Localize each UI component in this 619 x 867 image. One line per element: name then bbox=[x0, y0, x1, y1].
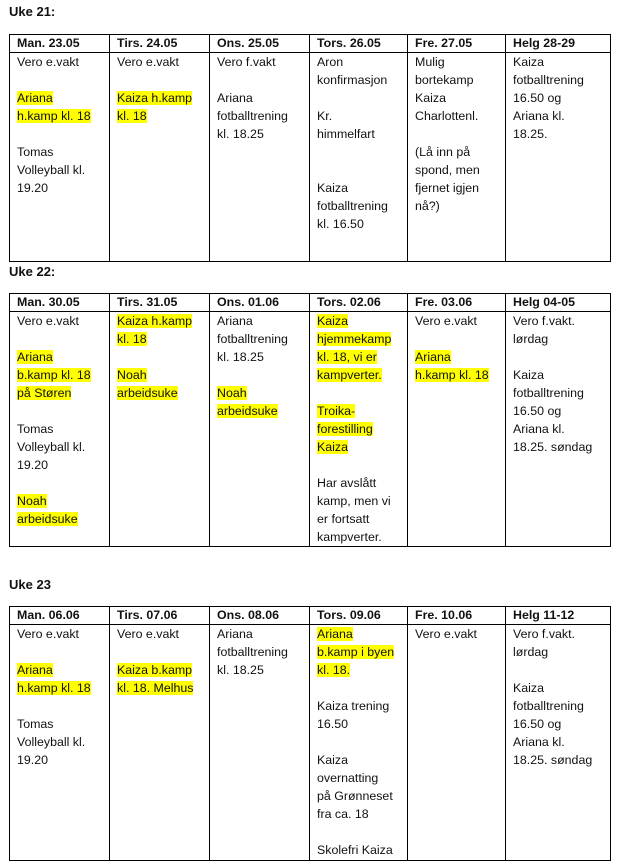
highlighted-entry-line bbox=[117, 366, 209, 384]
entry-line bbox=[117, 71, 209, 89]
entry-line bbox=[317, 751, 407, 769]
entry-text: Kr. bbox=[317, 109, 333, 123]
entry-text: fotballtrening bbox=[217, 645, 288, 659]
entry-text: h.kamp kl. 18 bbox=[415, 368, 489, 382]
day-header: Tors. 26.05 bbox=[310, 35, 408, 53]
entry-line bbox=[513, 643, 610, 661]
entry-text: 18.25. søndag bbox=[513, 753, 593, 767]
entry-line bbox=[415, 312, 505, 330]
entry-line bbox=[17, 420, 109, 438]
entry-line bbox=[17, 625, 109, 643]
entry-line bbox=[17, 330, 109, 348]
entry-line bbox=[17, 161, 109, 179]
entry-line bbox=[217, 366, 309, 384]
entry-line bbox=[317, 143, 407, 161]
entry-line bbox=[217, 348, 309, 366]
entry-line bbox=[17, 53, 109, 71]
day-header: Fre. 27.05 bbox=[408, 35, 506, 53]
highlighted-entry-line bbox=[317, 438, 407, 456]
entry-text: Troika- bbox=[317, 404, 356, 418]
entry-text: Vero f.vakt. bbox=[513, 627, 575, 641]
entry-line bbox=[317, 71, 407, 89]
day-cell bbox=[10, 312, 110, 547]
day-header: Fre. 03.06 bbox=[408, 294, 506, 312]
week-title-22: Uke 22: bbox=[9, 264, 56, 279]
entry-line bbox=[17, 438, 109, 456]
entry-line bbox=[217, 330, 309, 348]
highlighted-entry-line bbox=[317, 348, 407, 366]
entry-line bbox=[513, 53, 610, 71]
highlighted-entry-line bbox=[317, 330, 407, 348]
entry-line bbox=[513, 71, 610, 89]
entry-line bbox=[317, 841, 407, 859]
entry-line bbox=[317, 733, 407, 751]
entry-line bbox=[415, 89, 505, 107]
entry-line bbox=[317, 528, 407, 546]
highlighted-entry-line bbox=[117, 312, 209, 330]
entry-line bbox=[513, 348, 610, 366]
entry-line bbox=[513, 366, 610, 384]
entry-text: Kaiza bbox=[317, 753, 348, 767]
entry-text: b.kamp kl. 18 bbox=[17, 368, 91, 382]
entry-text: Charlottenl. bbox=[415, 109, 479, 123]
highlighted-entry-line bbox=[415, 348, 505, 366]
entry-text: Noah bbox=[17, 494, 47, 508]
highlighted-entry-line bbox=[17, 107, 109, 125]
entry-line bbox=[17, 312, 109, 330]
entry-line bbox=[317, 510, 407, 528]
highlighted-entry-line bbox=[17, 366, 109, 384]
entry-text: Ariana bbox=[17, 663, 53, 677]
entry-text: på Støren bbox=[17, 386, 72, 400]
entry-text: kl. 18. bbox=[317, 663, 351, 677]
day-cell bbox=[310, 312, 408, 547]
day-cell bbox=[408, 312, 506, 547]
entry-text: Volleyball kl. bbox=[17, 440, 86, 454]
day-cell bbox=[506, 53, 611, 262]
header-row bbox=[10, 607, 611, 625]
entry-line bbox=[17, 715, 109, 733]
entry-text: 16.50 og bbox=[513, 91, 562, 105]
entry-line bbox=[117, 348, 209, 366]
entry-text: Kaiza bbox=[317, 440, 348, 454]
entry-text: kampverter. bbox=[317, 368, 382, 382]
entry-line bbox=[513, 679, 610, 697]
day-cells-row bbox=[10, 625, 611, 861]
highlighted-entry-line bbox=[317, 402, 407, 420]
entry-text: kl. 18.25 bbox=[217, 663, 264, 677]
entry-line bbox=[217, 312, 309, 330]
entry-text: 19.20 bbox=[17, 181, 49, 195]
day-header: Ons. 25.05 bbox=[210, 35, 310, 53]
day-cell bbox=[210, 625, 310, 861]
entry-text: fotballtrening bbox=[513, 386, 584, 400]
entry-line bbox=[513, 125, 610, 143]
entry-text: lørdag bbox=[513, 332, 549, 346]
entry-line bbox=[513, 438, 610, 456]
entry-line bbox=[17, 179, 109, 197]
entry-line bbox=[117, 643, 209, 661]
entry-text: 18.25. bbox=[513, 127, 548, 141]
entry-text: kl. 18.25 bbox=[217, 350, 264, 364]
day-cell bbox=[110, 312, 210, 547]
entry-line bbox=[17, 733, 109, 751]
entry-text: bortekamp bbox=[415, 73, 474, 87]
entry-line bbox=[513, 89, 610, 107]
entry-text: Vero e.vakt bbox=[17, 55, 79, 69]
entry-text: h.kamp kl. 18 bbox=[17, 109, 91, 123]
entry-line bbox=[415, 53, 505, 71]
highlighted-entry-line bbox=[17, 348, 109, 366]
highlighted-entry-line bbox=[17, 89, 109, 107]
entry-text: Kaiza trening bbox=[317, 699, 390, 713]
day-header: Tirs. 24.05 bbox=[110, 35, 210, 53]
highlighted-entry-line bbox=[317, 661, 407, 679]
entry-text: 16.50 og bbox=[513, 404, 562, 418]
entry-text: Aron bbox=[317, 55, 344, 69]
entry-text: er fortsatt bbox=[317, 512, 370, 526]
entry-text: Tomas bbox=[17, 422, 54, 436]
highlighted-entry-line bbox=[415, 366, 505, 384]
entry-line bbox=[513, 733, 610, 751]
day-cells-row bbox=[10, 312, 611, 547]
entry-text: Tomas bbox=[17, 717, 54, 731]
entry-text: Volleyball kl. bbox=[17, 163, 86, 177]
entry-line bbox=[317, 715, 407, 733]
entry-text: Vero e.vakt bbox=[17, 627, 79, 641]
entry-line bbox=[17, 143, 109, 161]
entry-text: fotballtrening bbox=[513, 73, 584, 87]
day-cell bbox=[10, 625, 110, 861]
entry-text: Ariana bbox=[217, 314, 253, 328]
highlighted-entry-line bbox=[17, 492, 109, 510]
entry-text: 19.20 bbox=[17, 753, 49, 767]
entry-text: kl. 18 bbox=[117, 109, 147, 123]
entry-line bbox=[317, 492, 407, 510]
day-cell bbox=[310, 53, 408, 262]
entry-text: fotballtrening bbox=[217, 109, 288, 123]
entry-text: konfirmasjon bbox=[317, 73, 388, 87]
entry-text: Vero f.vakt bbox=[217, 55, 276, 69]
entry-text: Ariana bbox=[317, 627, 353, 641]
highlighted-entry-line bbox=[17, 510, 109, 528]
entry-line bbox=[317, 769, 407, 787]
entry-line bbox=[17, 697, 109, 715]
entry-line bbox=[415, 107, 505, 125]
entry-line bbox=[217, 661, 309, 679]
entry-line bbox=[317, 474, 407, 492]
entry-text: b.kamp i byen bbox=[317, 645, 395, 659]
entry-line bbox=[415, 625, 505, 643]
day-cell bbox=[210, 312, 310, 547]
highlighted-entry-line bbox=[117, 384, 209, 402]
entry-line bbox=[17, 456, 109, 474]
day-header: Tors. 09.06 bbox=[310, 607, 408, 625]
day-cell bbox=[210, 53, 310, 262]
day-header: Tirs. 07.06 bbox=[110, 607, 210, 625]
entry-text: Kaiza bbox=[415, 91, 446, 105]
entry-text: Kaiza b.kamp bbox=[117, 663, 193, 677]
entry-text: 19.20 bbox=[17, 458, 49, 472]
day-cell bbox=[310, 625, 408, 861]
entry-line bbox=[317, 215, 407, 233]
entry-line bbox=[513, 625, 610, 643]
day-header: Man. 23.05 bbox=[10, 35, 110, 53]
highlighted-entry-line bbox=[117, 661, 209, 679]
entry-text: fotballtrening bbox=[513, 699, 584, 713]
entry-line bbox=[513, 107, 610, 125]
entry-line bbox=[217, 107, 309, 125]
entry-text: Tomas bbox=[17, 145, 54, 159]
entry-line bbox=[415, 125, 505, 143]
entry-text: 16.50 og bbox=[513, 717, 562, 731]
entry-line bbox=[217, 125, 309, 143]
entry-text: 16.50 bbox=[317, 717, 349, 731]
entry-line bbox=[317, 679, 407, 697]
entry-line bbox=[217, 89, 309, 107]
entry-text: fjernet igjen bbox=[415, 181, 480, 195]
entry-line bbox=[513, 330, 610, 348]
entry-line bbox=[17, 751, 109, 769]
entry-text: himmelfart bbox=[317, 127, 375, 141]
entry-line bbox=[317, 179, 407, 197]
entry-text: Vero e.vakt bbox=[415, 627, 477, 641]
highlighted-entry-line bbox=[317, 420, 407, 438]
entry-text: lørdag bbox=[513, 645, 549, 659]
entry-text: Ariana kl. bbox=[513, 422, 565, 436]
entry-text: Kaiza h.kamp bbox=[117, 91, 193, 105]
entry-text: fotballtrening bbox=[317, 199, 388, 213]
entry-text: Vero e.vakt bbox=[17, 314, 79, 328]
entry-line bbox=[17, 643, 109, 661]
entry-text: kamp, men vi bbox=[317, 494, 391, 508]
entry-text: Kaiza bbox=[317, 314, 348, 328]
highlighted-entry-line bbox=[117, 89, 209, 107]
day-header: Ons. 08.06 bbox=[210, 607, 310, 625]
entry-text: kl. 16.50 bbox=[317, 217, 364, 231]
highlighted-entry-line bbox=[317, 312, 407, 330]
entry-line bbox=[513, 312, 610, 330]
entry-text: kl. 18.25 bbox=[217, 127, 264, 141]
entry-text: kl. 18 bbox=[117, 332, 147, 346]
entry-line bbox=[217, 625, 309, 643]
entry-text: h.kamp kl. 18 bbox=[17, 681, 91, 695]
entry-text: Ariana bbox=[217, 91, 253, 105]
entry-text: kl. 18. Melhus bbox=[117, 681, 194, 695]
day-header: Ons. 01.06 bbox=[210, 294, 310, 312]
entry-text: Vero f.vakt. bbox=[513, 314, 575, 328]
entry-text: Noah bbox=[217, 386, 247, 400]
entry-line bbox=[117, 53, 209, 71]
entry-text: arbeidsuke bbox=[217, 404, 278, 418]
entry-text: Ariana bbox=[415, 350, 451, 364]
entry-line bbox=[415, 197, 505, 215]
entry-line bbox=[17, 474, 109, 492]
highlighted-entry-line bbox=[17, 661, 109, 679]
entry-line bbox=[317, 107, 407, 125]
entry-text: kl. 18, vi er bbox=[317, 350, 377, 364]
week-table-22 bbox=[9, 293, 611, 547]
entry-line bbox=[513, 697, 610, 715]
entry-text: overnatting bbox=[317, 771, 379, 785]
day-header: Fre. 10.06 bbox=[408, 607, 506, 625]
entry-text: Skolefri Kaiza bbox=[317, 843, 393, 857]
header-row bbox=[10, 294, 611, 312]
day-header: Helg 28-29 bbox=[506, 35, 611, 53]
entry-text: Kaiza bbox=[513, 55, 544, 69]
entry-text: (Lå inn på bbox=[415, 145, 471, 159]
day-header: Helg 11-12 bbox=[506, 607, 611, 625]
day-cell bbox=[110, 53, 210, 262]
entry-text: 18.25. søndag bbox=[513, 440, 593, 454]
entry-text: Vero e.vakt bbox=[117, 627, 179, 641]
entry-text: på Grønneset bbox=[317, 789, 393, 803]
highlighted-entry-line bbox=[317, 366, 407, 384]
week-title-23: Uke 23 bbox=[9, 577, 51, 592]
entry-text: spond, men bbox=[415, 163, 480, 177]
entry-text: Kaiza bbox=[513, 368, 544, 382]
entry-line bbox=[513, 661, 610, 679]
day-cells-row bbox=[10, 53, 611, 262]
entry-text: Mulig bbox=[415, 55, 445, 69]
entry-line bbox=[415, 143, 505, 161]
entry-line bbox=[317, 456, 407, 474]
highlighted-entry-line bbox=[217, 402, 309, 420]
entry-text: arbeidsuke bbox=[117, 386, 178, 400]
entry-text: fra ca. 18 bbox=[317, 807, 369, 821]
entry-line bbox=[513, 751, 610, 769]
week-table-21 bbox=[9, 34, 611, 262]
entry-line bbox=[317, 697, 407, 715]
entry-line bbox=[415, 179, 505, 197]
entry-line bbox=[415, 71, 505, 89]
entry-text: Kaiza h.kamp bbox=[117, 314, 193, 328]
highlighted-entry-line bbox=[217, 384, 309, 402]
entry-line bbox=[317, 197, 407, 215]
entry-line bbox=[17, 402, 109, 420]
highlighted-entry-line bbox=[317, 643, 407, 661]
entry-line bbox=[317, 89, 407, 107]
highlighted-entry-line bbox=[117, 330, 209, 348]
day-header: Tors. 02.06 bbox=[310, 294, 408, 312]
header-row bbox=[10, 35, 611, 53]
day-cell bbox=[408, 625, 506, 861]
entry-line bbox=[513, 715, 610, 733]
entry-text: Har avslått bbox=[317, 476, 377, 490]
entry-text: Ariana bbox=[217, 627, 253, 641]
entry-line bbox=[117, 625, 209, 643]
entry-text: Vero e.vakt bbox=[117, 55, 179, 69]
entry-line bbox=[317, 125, 407, 143]
entry-text: Volleyball kl. bbox=[17, 735, 86, 749]
week-title-21: Uke 21: bbox=[9, 4, 56, 19]
entry-line bbox=[17, 71, 109, 89]
entry-line bbox=[415, 161, 505, 179]
entry-text: fotballtrening bbox=[217, 332, 288, 346]
day-header: Man. 30.05 bbox=[10, 294, 110, 312]
entry-line bbox=[513, 402, 610, 420]
highlighted-entry-line bbox=[317, 625, 407, 643]
highlighted-entry-line bbox=[17, 384, 109, 402]
entry-line bbox=[317, 787, 407, 805]
entry-line bbox=[317, 384, 407, 402]
entry-text: nå?) bbox=[415, 199, 440, 213]
day-cell bbox=[110, 625, 210, 861]
entry-text: Kaiza bbox=[317, 181, 348, 195]
entry-line bbox=[513, 420, 610, 438]
entry-line bbox=[415, 330, 505, 348]
entry-line bbox=[317, 805, 407, 823]
entry-line bbox=[317, 161, 407, 179]
day-cell bbox=[408, 53, 506, 262]
day-cell bbox=[10, 53, 110, 262]
entry-text: hjemmekamp bbox=[317, 332, 392, 346]
entry-line bbox=[17, 125, 109, 143]
entry-text: Ariana bbox=[17, 91, 53, 105]
entry-line bbox=[217, 53, 309, 71]
entry-text: Ariana kl. bbox=[513, 109, 565, 123]
day-header: Man. 06.06 bbox=[10, 607, 110, 625]
day-cell bbox=[506, 312, 611, 547]
week-table-23 bbox=[9, 606, 611, 861]
entry-line bbox=[317, 53, 407, 71]
entry-line bbox=[217, 643, 309, 661]
day-header: Helg 04-05 bbox=[506, 294, 611, 312]
highlighted-entry-line bbox=[17, 679, 109, 697]
entry-text: arbeidsuke bbox=[17, 512, 78, 526]
entry-text: Vero e.vakt bbox=[415, 314, 477, 328]
highlighted-entry-line bbox=[117, 107, 209, 125]
entry-text: Ariana kl. bbox=[513, 735, 565, 749]
highlighted-entry-line bbox=[117, 679, 209, 697]
entry-text: forestilling bbox=[317, 422, 373, 436]
entry-line bbox=[217, 71, 309, 89]
entry-text: Noah bbox=[117, 368, 147, 382]
entry-text: Kaiza bbox=[513, 681, 544, 695]
day-cell bbox=[506, 625, 611, 861]
entry-line bbox=[317, 823, 407, 841]
entry-text: Ariana bbox=[17, 350, 53, 364]
entry-line bbox=[513, 384, 610, 402]
day-header: Tirs. 31.05 bbox=[110, 294, 210, 312]
entry-text: kampverter. bbox=[317, 530, 382, 544]
